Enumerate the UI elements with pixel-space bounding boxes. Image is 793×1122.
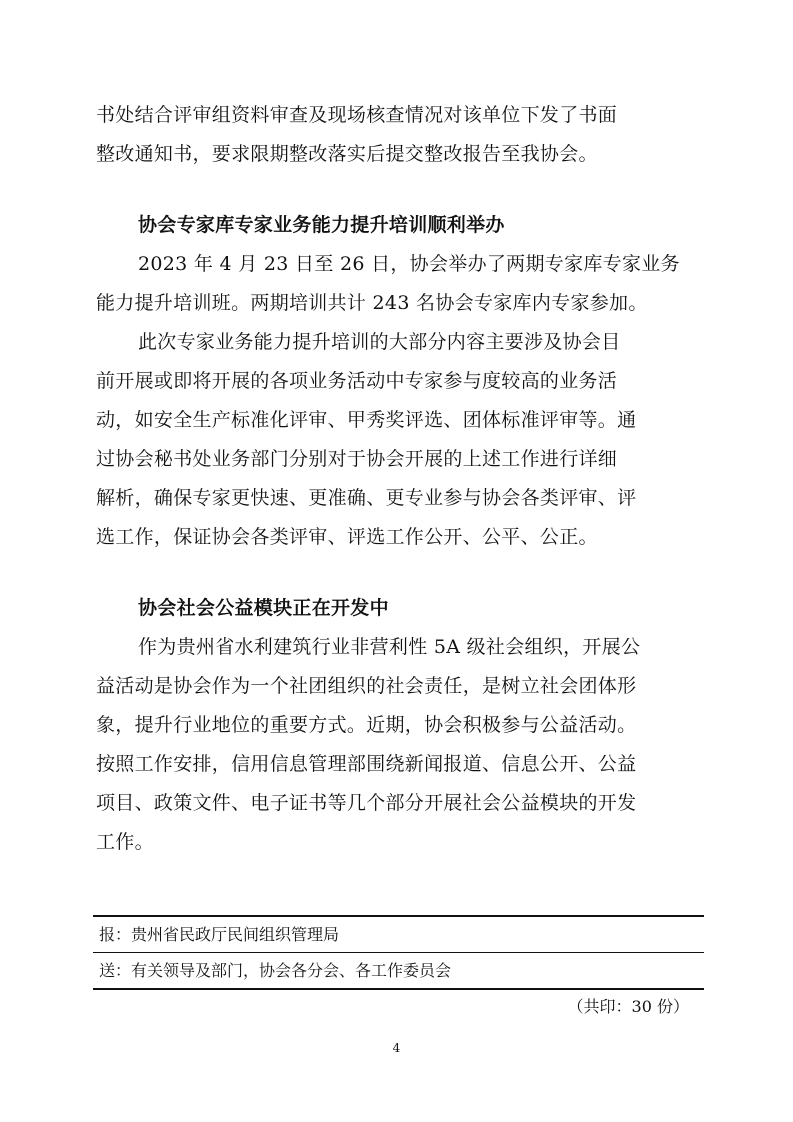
page-number: 4 [392,1041,401,1055]
section1-line-4: 前开展或即将开展的各项业务活动中专家参与度较高的业务活 [96,370,618,392]
section1-line-5: 动，如安全生产标准化评审、甲秀奖评选、团体标准评审等。通 [96,409,637,431]
print-copies-note: （共印：30 份） [567,997,689,1016]
section2-line-2: 益活动是协会作为一个社团组织的社会责任，是树立社会团体形 [96,675,637,697]
section-gap [96,174,696,206]
section1-line-3: 此次专家业务能力提升培训的大部分内容主要涉及协会目 [138,331,621,353]
bottom-divider [93,988,704,990]
body-text [96,96,696,862]
section1-line-7: 解析，确保专家更快速、更准确、更专业参与协会各类评审、评 [96,487,637,509]
section1-line-1: 2023 年 4 月 23 日至 26 日，协会举办了两期专家库专家业务 [138,253,680,275]
continuation-line-1: 书处结合评审组资料审查及现场核查情况对该单位下发了书面 [96,104,618,126]
distribution-block [93,915,704,990]
section-heading-public-welfare: 协会社会公益模块正在开发中 [138,597,389,619]
section-gap [96,557,696,589]
section2-line-6: 工作。 [96,831,154,853]
continuation-line-2: 整改通知书，要求限期整改落实后提交整改报告至我协会。 [96,143,598,165]
section2-line-3: 象，提升行业地位的重要方式。近期，协会积极参与公益活动。 [96,714,637,736]
send-to-line: 送：有关领导及部门，协会各分会、各工作委员会 [99,961,452,980]
section-heading-expert-training: 协会专家库专家业务能力提升培训顺利举办 [138,214,505,236]
report-to-line: 报：贵州省民政厅民间组织管理局 [99,925,340,944]
section1-line-6: 过协会秘书处业务部门分别对于协会开展的上述工作进行详细 [96,448,618,470]
section2-line-5: 项目、政策文件、电子证书等几个部分开展社会公益模块的开发 [96,792,637,814]
section2-line-1: 作为贵州省水利建筑行业非营利性 5A 级社会组织，开展公 [138,636,641,658]
section1-line-2: 能力提升培训班。两期培训共计 243 名协会专家库内专家参加。 [96,292,648,314]
section2-line-4: 按照工作安排，信用信息管理部围绕新闻报道、信息公开、公益 [96,753,637,775]
section1-line-8: 选工作，保证协会各类评审、评选工作公开、公平、公正。 [96,526,598,548]
